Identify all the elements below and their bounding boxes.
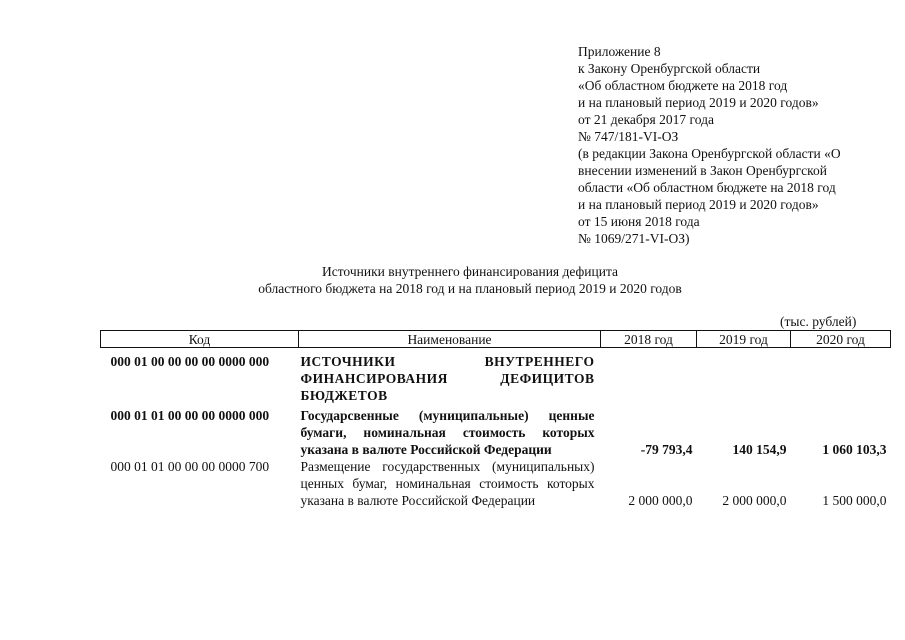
appendix-line: Приложение 8 (578, 44, 661, 59)
document-title (150, 263, 790, 297)
title-line-2: областного бюджета на 2018 год и на плановый период 2019 и 2020 годов (258, 281, 682, 296)
appendix-line: области «Об областном бюджете на 2018 год (578, 180, 836, 195)
appendix-line: № 747/181-VI-ОЗ (578, 129, 679, 144)
row-code: 000 01 01 00 00 00 0000 700 (110, 459, 270, 474)
row-value-2018: -79 793,4 (640, 442, 693, 457)
appendix-line: к Закону Оренбургской области (578, 61, 761, 76)
row-name: Размещение государственных (муниципальных) ценных бумаг, номинальная стоимость которых указана в валюте Российской Федерации (300, 459, 595, 508)
appendix-line: внесении изменений в Закон Оренбургской (578, 163, 827, 178)
sources-table (100, 330, 891, 509)
row-code: 000 01 00 00 00 00 0000 000 (110, 354, 270, 369)
row-code: 000 01 01 00 00 00 0000 000 (110, 408, 270, 423)
row-name: Государсвенные (муниципальные) ценные бумаги, номинальная стоимость которых указана в валюте Российской Федерации (300, 408, 595, 457)
appendix-line: и на плановый период 2019 и 2020 годов» (578, 95, 819, 110)
row-value-2018 (601, 348, 697, 405)
appendix-line: от 15 июня 2018 года (578, 214, 700, 229)
row-value-2019 (697, 348, 791, 405)
row-value-2020: 1 500 000,0 (822, 493, 887, 508)
units-label: (тыс. рублей) (780, 314, 857, 329)
appendix-block (578, 43, 898, 247)
appendix-line: «Об областном бюджете на 2018 год (578, 78, 788, 93)
header-name: Наименование (299, 331, 601, 348)
header-2018: 2018 год (601, 331, 697, 348)
appendix-line: и на плановый период 2019 и 2020 годов» (578, 197, 819, 212)
row-name: ИСТОЧНИКИ ВНУТРЕННЕГО ФИНАНСИРОВАНИЯ ДЕФИЦИТОВ БЮДЖЕТОВ (300, 354, 595, 403)
header-code: Код (101, 331, 299, 348)
row-value-2019: 2 000 000,0 (722, 493, 787, 508)
sources-table-container (100, 330, 890, 509)
title-line-1: Источники внутреннего финансирования дефицита (321, 264, 619, 279)
row-value-2018: 2 000 000,0 (628, 493, 693, 508)
table-row (101, 404, 891, 458)
row-value-2019: 140 154,9 (732, 442, 787, 457)
header-2020: 2020 год (791, 331, 891, 348)
header-2019: 2019 год (697, 331, 791, 348)
row-value-2020 (791, 348, 891, 405)
table-row (101, 348, 891, 405)
appendix-line: № 1069/271-VI-ОЗ) (578, 231, 690, 246)
table-row (101, 458, 891, 509)
appendix-line: от 21 декабря 2017 года (578, 112, 714, 127)
table-header-row (101, 331, 891, 348)
appendix-line: (в редакции Закона Оренбургской области «О (578, 146, 841, 161)
row-value-2020: 1 060 103,3 (822, 442, 887, 457)
